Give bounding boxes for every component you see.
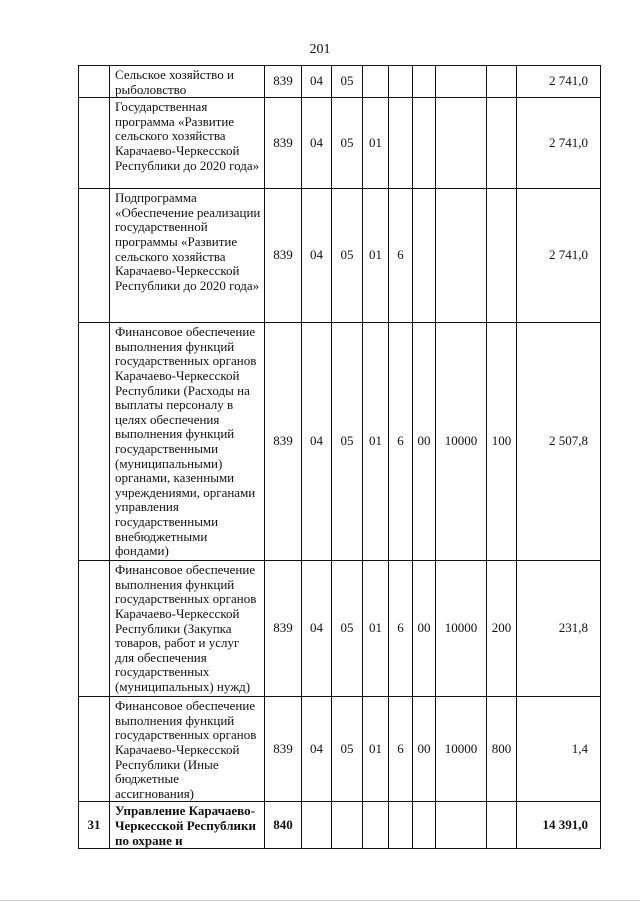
section-code: 04 bbox=[302, 561, 332, 697]
event-code: 00 bbox=[413, 697, 436, 802]
subprogram-code: 6 bbox=[389, 561, 413, 697]
amount: 231,8 bbox=[517, 561, 601, 697]
table-row bbox=[79, 98, 601, 189]
row-number bbox=[79, 323, 110, 561]
program-code bbox=[363, 802, 389, 849]
program-code: 01 bbox=[363, 697, 389, 802]
subprogram-code: 6 bbox=[389, 189, 413, 323]
row-number: 31 bbox=[79, 802, 110, 849]
subsection-code bbox=[332, 802, 363, 849]
table-row bbox=[79, 802, 601, 849]
subprogram-code bbox=[389, 98, 413, 189]
event-code bbox=[413, 66, 436, 98]
direction-code: 10000 bbox=[436, 561, 487, 697]
row-name: Государственная программа «Развитие сельского хозяйства Карачаево-Черкесской Республики до 2020 года» bbox=[110, 98, 265, 189]
amount: 2 507,8 bbox=[517, 323, 601, 561]
amount: 2 741,0 bbox=[517, 98, 601, 189]
table-row bbox=[79, 323, 601, 561]
subsection-code: 05 bbox=[332, 98, 363, 189]
subsection-code: 05 bbox=[332, 189, 363, 323]
row-name: Финансовое обеспечение выполнения функций государственных органов Карачаево-Черкесской Республики (Расходы на выплаты персоналу в целях обеспечения выполнения функций государственными (муниципальными) органами, казенными учреждениями, органами управления государственными внебюджетными фондами) bbox=[110, 323, 265, 561]
subsection-code: 05 bbox=[332, 323, 363, 561]
event-code: 00 bbox=[413, 561, 436, 697]
row-number bbox=[79, 697, 110, 802]
budget-table bbox=[78, 65, 601, 849]
direction-code: 10000 bbox=[436, 323, 487, 561]
ved-code: 839 bbox=[265, 697, 302, 802]
subsection-code: 05 bbox=[332, 561, 363, 697]
ved-code: 839 bbox=[265, 189, 302, 323]
event-code: 00 bbox=[413, 323, 436, 561]
direction-code bbox=[436, 189, 487, 323]
event-code bbox=[413, 189, 436, 323]
expense-type-code bbox=[487, 189, 517, 323]
expense-type-code bbox=[487, 66, 517, 98]
ved-code: 839 bbox=[265, 323, 302, 561]
expense-type-code bbox=[487, 98, 517, 189]
direction-code: 10000 bbox=[436, 697, 487, 802]
section-code: 04 bbox=[302, 189, 332, 323]
ved-code: 839 bbox=[265, 561, 302, 697]
ved-code: 839 bbox=[265, 98, 302, 189]
amount: 14 391,0 bbox=[517, 802, 601, 849]
expense-type-code: 200 bbox=[487, 561, 517, 697]
subsection-code: 05 bbox=[332, 697, 363, 802]
expense-type-code: 800 bbox=[487, 697, 517, 802]
expense-type-code bbox=[487, 802, 517, 849]
program-code: 01 bbox=[363, 323, 389, 561]
subsection-code: 05 bbox=[332, 66, 363, 98]
section-code bbox=[302, 802, 332, 849]
row-number bbox=[79, 561, 110, 697]
row-name: Финансовое обеспечение выполнения функций государственных органов Карачаево-Черкесской Республики (Закупка товаров, работ и услуг для обеспечения государственных (муниципальных) нужд) bbox=[110, 561, 265, 697]
section-code: 04 bbox=[302, 323, 332, 561]
direction-code bbox=[436, 66, 487, 98]
program-code: 01 bbox=[363, 189, 389, 323]
event-code bbox=[413, 802, 436, 849]
scan-artifact-line bbox=[0, 900, 640, 901]
row-name: Финансовое обеспечение выполнения функций государственных органов Карачаево-Черкесской Республики (Иные бюджетные ассигнования) bbox=[110, 697, 265, 802]
section-code: 04 bbox=[302, 98, 332, 189]
row-number bbox=[79, 66, 110, 98]
subprogram-code bbox=[389, 802, 413, 849]
program-code: 01 bbox=[363, 561, 389, 697]
row-name: Управление Карачаево-Черкесской Республики по охране и bbox=[110, 802, 265, 849]
event-code bbox=[413, 98, 436, 189]
subprogram-code: 6 bbox=[389, 697, 413, 802]
ved-code: 840 bbox=[265, 802, 302, 849]
program-code bbox=[363, 66, 389, 98]
amount: 2 741,0 bbox=[517, 189, 601, 323]
table-row bbox=[79, 189, 601, 323]
table-row bbox=[79, 561, 601, 697]
expense-type-code: 100 bbox=[487, 323, 517, 561]
table-row bbox=[79, 66, 601, 98]
page-number: 201 bbox=[309, 42, 331, 57]
direction-code bbox=[436, 802, 487, 849]
subprogram-code: 6 bbox=[389, 323, 413, 561]
ved-code: 839 bbox=[265, 66, 302, 98]
row-name: Сельское хозяйство и рыболовство bbox=[110, 66, 265, 98]
row-name: Подпрограмма «Обеспечение реализации государственной программы «Развитие сельского хозяйства Карачаево-Черкесской Республики до 2020 года» bbox=[110, 189, 265, 323]
row-number bbox=[79, 189, 110, 323]
section-code: 04 bbox=[302, 66, 332, 98]
program-code: 01 bbox=[363, 98, 389, 189]
amount: 1,4 bbox=[517, 697, 601, 802]
amount: 2 741,0 bbox=[517, 66, 601, 98]
section-code: 04 bbox=[302, 697, 332, 802]
table-row bbox=[79, 697, 601, 802]
subprogram-code bbox=[389, 66, 413, 98]
row-number bbox=[79, 98, 110, 189]
direction-code bbox=[436, 98, 487, 189]
